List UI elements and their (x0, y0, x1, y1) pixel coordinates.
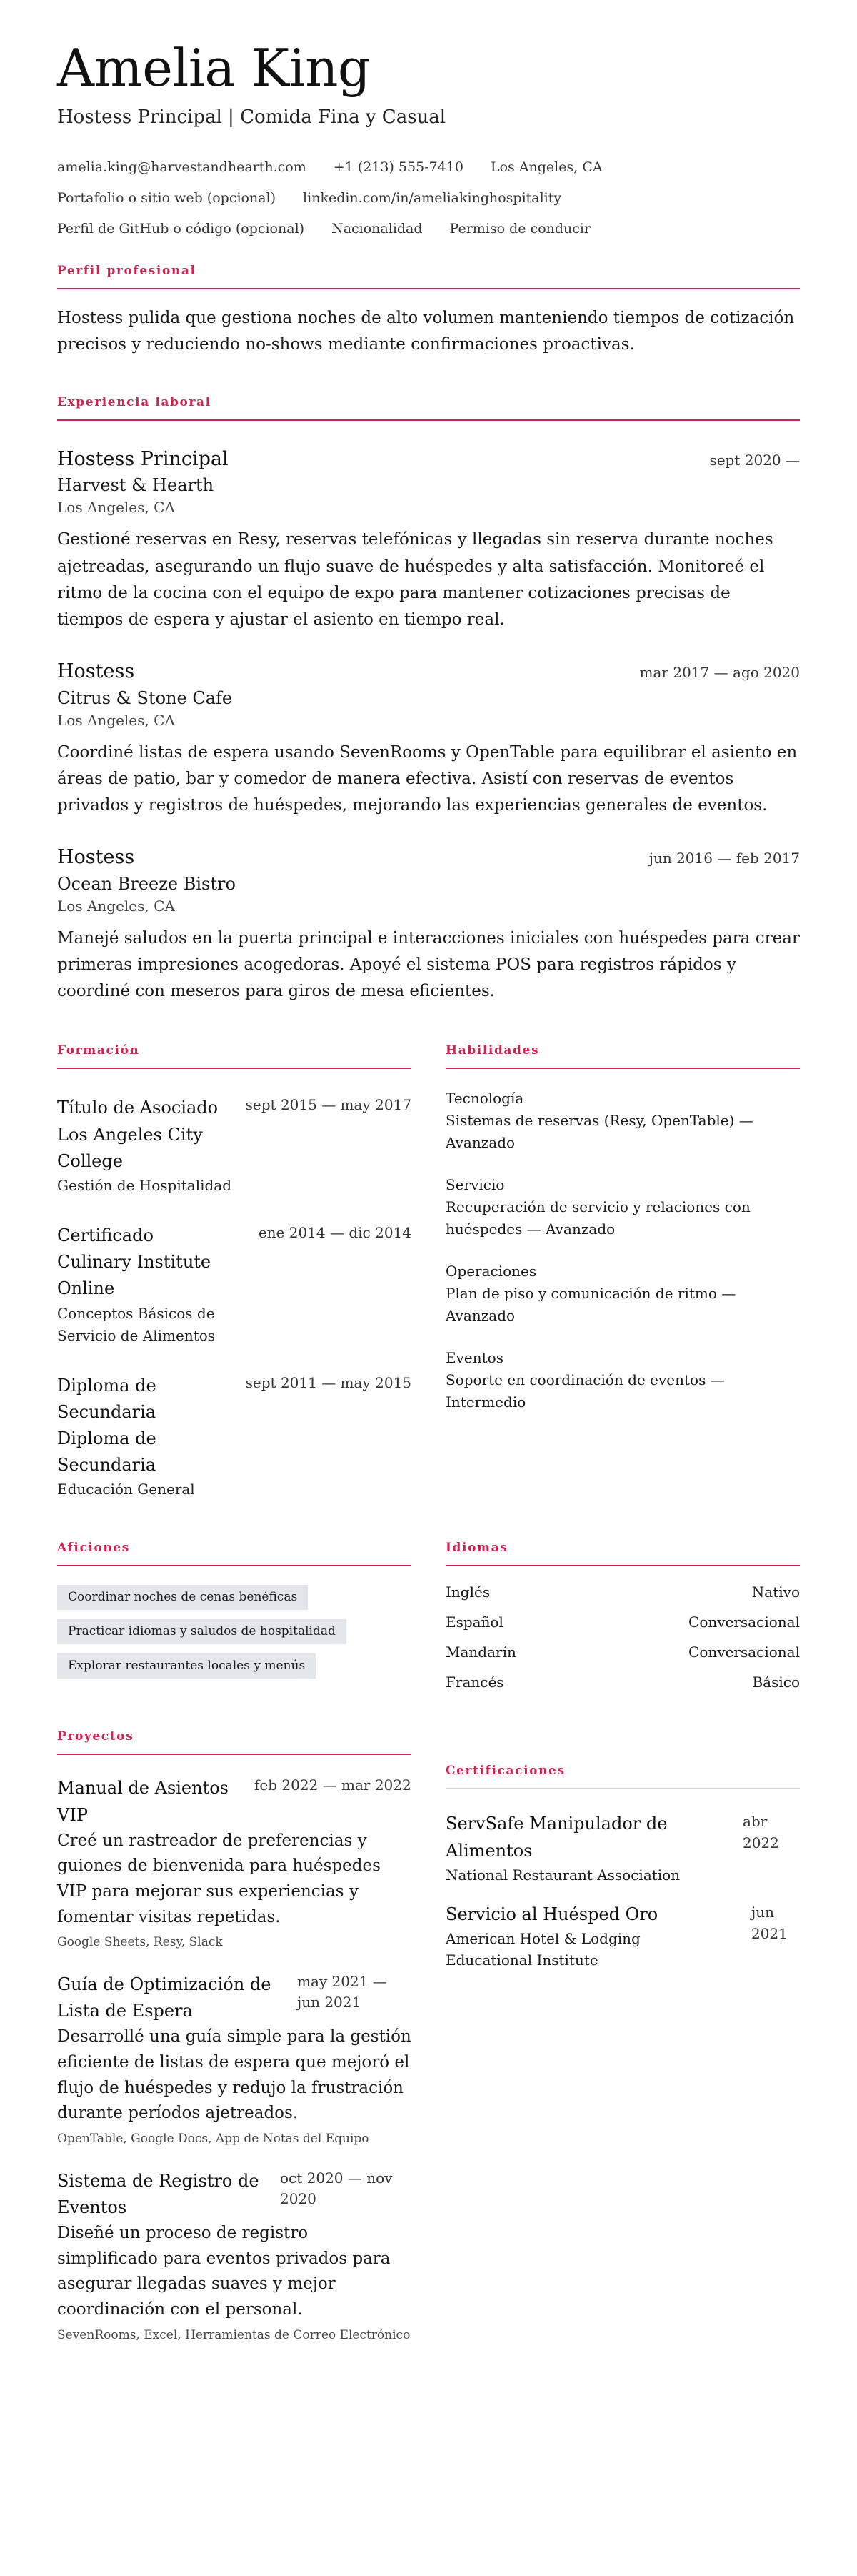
skill-category: Servicio (446, 1176, 505, 1194)
certifications-section (446, 1764, 800, 1971)
education-field: Conceptos Básicos de Servicio de Alimentos (57, 1304, 216, 1344)
job-location: Los Angeles, CA (57, 897, 175, 915)
candidate-name: Amelia King (57, 38, 371, 98)
section-heading: Formación (57, 1043, 411, 1069)
education-dates: sept 2015 — may 2017 (245, 1096, 411, 1114)
contact-row (57, 221, 800, 238)
section-heading: Certificaciones (446, 1764, 800, 1789)
project-dates: may 2021 — jun 2021 (297, 1973, 387, 2011)
hobbies-section (57, 1541, 411, 1688)
education-section (57, 1043, 411, 1501)
skill-category: Eventos (446, 1349, 503, 1367)
hobby-tag: Coordinar noches de cenas benéficas (57, 1585, 308, 1610)
skill-entry (446, 1174, 800, 1240)
hobbies-languages-row (57, 1541, 800, 1702)
project-tools: Google Sheets, Resy, Slack (57, 1935, 223, 1950)
project-entry (57, 2168, 411, 2344)
job-title: Hostess (57, 846, 135, 869)
education-dates: ene 2014 — dic 2014 (258, 1224, 411, 1242)
summary-section (57, 264, 800, 359)
language-level: Básico (752, 1674, 800, 1691)
section-heading: Proyectos (57, 1729, 411, 1755)
education-field: Gestión de Hospitalidad (57, 1177, 232, 1195)
contact-email[interactable]: amelia.king@harvestandhearth.com (57, 159, 306, 176)
section-heading: Experiencia laboral (57, 395, 800, 421)
contact-nationality: Nacionalidad (331, 220, 423, 237)
section-heading: Habilidades (446, 1043, 800, 1069)
project-dates: oct 2020 — nov 2020 (280, 2169, 393, 2207)
contact-info (57, 159, 800, 237)
language-name: Mandarín (446, 1643, 516, 1661)
skill-entry (446, 1088, 800, 1154)
summary-text: Hostess pulida que gestiona noches de alto volumen manteniendo tiempos de cotización precisos y reduciendo no-shows mediante confirmaciones proactivas. (57, 308, 795, 354)
skill-entry (446, 1347, 800, 1413)
hobby-tag: Explorar restaurantes locales y menús (57, 1653, 316, 1679)
certification-date: abr 2022 (743, 1813, 779, 1852)
job-location: Los Angeles, CA (57, 711, 175, 729)
skill-detail: Soporte en coordinación de eventos — Intermedio (446, 1371, 725, 1411)
section-heading: Perfil profesional (57, 264, 800, 289)
experience-section (57, 395, 800, 1005)
resume-header (57, 38, 800, 238)
education-entry (57, 1223, 411, 1347)
project-entry (57, 1971, 411, 2148)
education-degree: Diploma de Secundaria (57, 1375, 156, 1422)
job-company: Citrus & Stone Cafe (57, 687, 233, 708)
job-company: Harvest & Hearth (57, 475, 214, 496)
candidate-headline: Hostess Principal | Comida Fina y Casual (57, 106, 446, 128)
certification-title: Servicio al Huésped Oro (446, 1904, 658, 1924)
job-dates: mar 2017 — ago 2020 (639, 664, 800, 682)
education-entry (57, 1373, 411, 1501)
project-description: Creé un rastreador de preferencias y guiones de bienvenida para huéspedes VIP para mejorar sus experiencias y fomentar visitas repetidas. (57, 1831, 381, 1926)
education-dates: sept 2011 — may 2015 (245, 1373, 411, 1391)
language-name: Inglés (446, 1583, 491, 1601)
certification-date: jun 2021 (751, 1903, 788, 1942)
language-row (446, 1582, 800, 1602)
language-row (446, 1612, 800, 1632)
education-degree: Título de Asociado (57, 1098, 219, 1118)
education-degree: Certificado (57, 1225, 154, 1246)
job-entry (57, 447, 800, 633)
certification-issuer: National Restaurant Association (446, 1866, 681, 1884)
certification-entry (446, 1811, 800, 1885)
certification-entry (446, 1901, 800, 1971)
language-row (446, 1642, 800, 1662)
hobby-tag: Practicar idiomas y saludos de hospitalidad (57, 1619, 346, 1644)
skill-entry (446, 1260, 800, 1327)
contact-row (57, 159, 800, 176)
language-row (446, 1672, 800, 1692)
skill-detail: Plan de piso y comunicación de ritmo — Avanzado (446, 1285, 736, 1325)
section-heading: Aficiones (57, 1541, 411, 1566)
job-title: Hostess Principal (57, 448, 229, 471)
contact-phone[interactable]: +1 (213) 555-7410 (333, 159, 463, 176)
project-dates: feb 2022 — mar 2022 (254, 1776, 411, 1794)
section-heading: Idiomas (446, 1541, 800, 1566)
contact-github[interactable]: Perfil de GitHub o código (opcional) (57, 220, 305, 237)
education-school: Los Angeles City College (57, 1124, 203, 1171)
job-entry (57, 659, 800, 819)
project-entry (57, 1775, 411, 1951)
education-school: Culinary Institute Online (57, 1252, 211, 1299)
contact-row (57, 190, 800, 207)
project-tools: SevenRooms, Excel, Herramientas de Correo Electrónico (57, 2327, 411, 2342)
skill-detail: Recuperación de servicio y relaciones con huéspedes — Avanzado (446, 1198, 751, 1238)
language-list (446, 1582, 800, 1692)
language-level: Conversacional (688, 1613, 800, 1631)
project-title: Sistema de Registro de Eventos (57, 2170, 259, 2218)
project-tools: OpenTable, Google Docs, App de Notas del Equipo (57, 2132, 369, 2147)
contact-linkedin[interactable]: linkedin.com/in/ameliakinghospitality (303, 190, 562, 207)
languages-section (446, 1541, 800, 1692)
certification-title: ServSafe Manipulador de Alimentos (446, 1814, 668, 1861)
projects-section (57, 1729, 411, 2344)
job-dates: sept 2020 — (709, 452, 800, 469)
job-title: Hostess (57, 660, 135, 683)
language-name: Francés (446, 1674, 504, 1691)
certification-issuer: American Hotel & Lodging Educational Institute (446, 1929, 641, 1969)
projects-certifications-row (57, 1729, 800, 2344)
project-description: Desarrollé una guía simple para la gestión eficiente de listas de espera que mejoró el flujo de huéspedes y redujo la frustración durante períodos ajetreados. (57, 2027, 411, 2123)
contact-portfolio[interactable]: Portafolio o sitio web (opcional) (57, 190, 276, 207)
skill-category: Operaciones (446, 1263, 537, 1280)
job-entry (57, 845, 800, 1005)
language-level: Conversacional (688, 1643, 800, 1661)
language-level: Nativo (751, 1583, 800, 1601)
education-school: Diploma de Secundaria (57, 1428, 156, 1476)
job-company: Ocean Breeze Bistro (57, 873, 236, 894)
job-description: Manejé saludos en la puerta principal e interacciones iniciales con huéspedes para crear primeras impresiones acogedoras. Apoyé el sistema POS para registros rápidos y coordiné con meseros para giros de mesa eficientes. (57, 928, 800, 1001)
job-description: Gestioné reservas en Resy, reservas telefónicas y llegadas sin reserva durante noches ajetreadas, asegurando un flujo suave de huéspedes y alta satisfacción. Monitoreé el ritmo de la cocina con el equipo de expo para mantener cotizaciones precisas de tiempos de espera y ajustar el asiento en tiempo real. (57, 530, 773, 630)
skills-section (446, 1043, 800, 1413)
contact-location: Los Angeles, CA (490, 159, 603, 176)
project-description: Diseñé un proceso de registro simplificado para eventos privados para asegurar llegadas suaves y mejor coordinación con el personal. (57, 2224, 391, 2319)
project-title: Manual de Asientos VIP (57, 1778, 229, 1825)
job-description: Coordiné listas de espera usando SevenRooms y OpenTable para equilibrar el asiento en áreas de patio, bar y comedor de manera efectiva. Asistí con reservas de eventos privados y registros de huéspedes, mejorando las experiencias generales de eventos. (57, 742, 798, 815)
job-location: Los Angeles, CA (57, 499, 175, 517)
skill-detail: Sistemas de reservas (Resy, OpenTable) — Avanzado (446, 1112, 753, 1152)
project-title: Guía de Optimización de Lista de Espera (57, 1974, 271, 2021)
contact-license: Permiso de conducir (449, 220, 591, 237)
language-name: Español (446, 1613, 503, 1631)
skill-category: Tecnología (446, 1090, 524, 1108)
education-skills-row (57, 1043, 800, 1501)
job-dates: jun 2016 — feb 2017 (648, 850, 800, 867)
education-field: Educación General (57, 1481, 195, 1498)
education-entry (57, 1095, 411, 1197)
hobby-tags (57, 1585, 411, 1688)
